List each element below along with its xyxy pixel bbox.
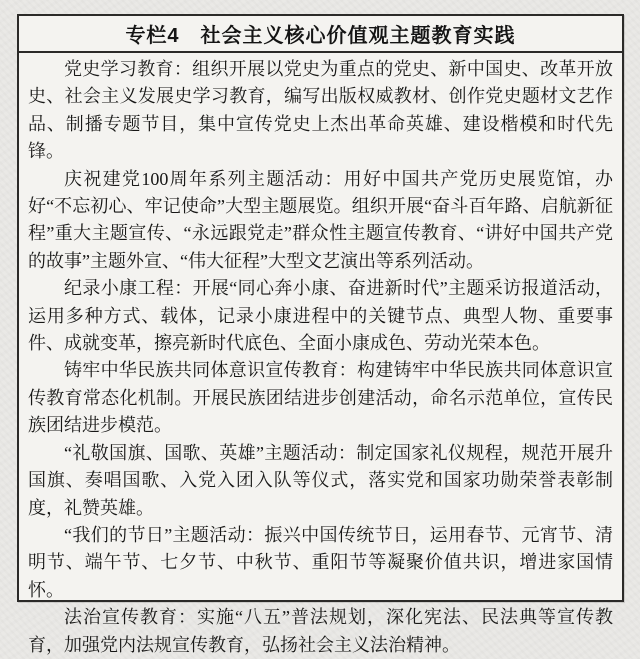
paragraph: 庆祝建党100周年系列主题活动：用好中国共产党历史展览馆，办好“不忘初心、牢记使命”大型主题展览。组织开展“奋斗百年路、启航新征程”重大主题宣传、“永远跟党走”群众性主题宣传教育、“讲好中国共产党的故事”主题外宣、“伟大征程”大型文艺演出等系列活动。 [28, 168, 613, 271]
paragraph: 铸牢中华民族共同体意识宣传教育：构建铸牢中华民族共同体意识宣传教育常态化机制。开展民族团结进步创建活动，命名示范单位，宣传民族团结进步模范。 [28, 360, 613, 436]
column-box-title: 专栏4 社会主义核心价值观主题教育实践 [125, 25, 516, 47]
paragraph: “我们的节日”主题活动：振兴中国传统节日，运用春节、元宵节、清明节、端午节、七夕节、中秋节、重阳节等凝聚价值共识，增进家国情怀。 [28, 524, 613, 600]
column-box [17, 14, 624, 655]
panel-body [19, 53, 622, 659]
paragraph: 纪录小康工程：开展“同心奔小康、奋进新时代”主题采访报道活动，运用多种方式、载体，记录小康进程中的关键节点、典型人物、重要事件、成就变革，擦亮新时代底色、全面小康成色、劳动光荣本色。 [28, 278, 613, 354]
column-box-header [19, 16, 622, 53]
paragraph: 党史学习教育：组织开展以党史为重点的党史、新中国史、改革开放史、社会主义发展史学习教育，编写出版权威教材、创作党史题材文艺作品、制播专题节目，集中宣传党史上杰出革命英雄、建设楷模和时代先锋。 [28, 59, 613, 162]
paragraph: 法治宣传教育：实施“八五”普法规划，深化宪法、民法典等宣传教育，加强党内法规宣传教育，弘扬社会主义法治精神。 [28, 607, 613, 655]
paragraph: “礼敬国旗、国歌、英雄”主题活动：制定国家礼仪规程，规范开展升国旗、奏唱国歌、入党入团入队等仪式，落实党和国家功勋荣誉表彰制度，礼赞英雄。 [28, 442, 613, 518]
